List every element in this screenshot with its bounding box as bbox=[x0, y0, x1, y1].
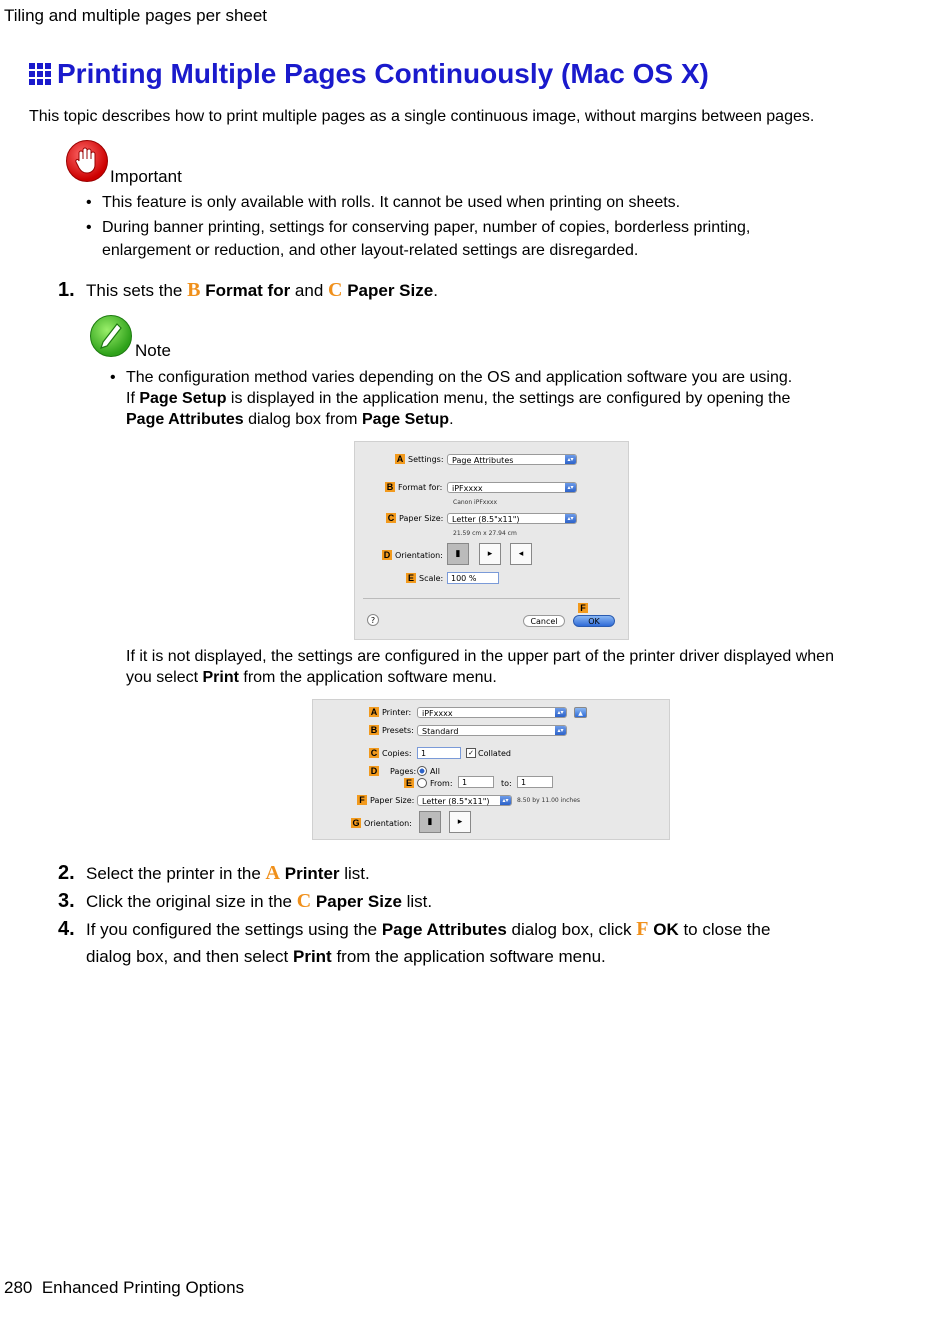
pages-from-tag: E bbox=[405, 778, 412, 788]
step-1: 1. This sets the B Format for and C Paper Size. bbox=[58, 279, 438, 301]
printer-row: A Printer: bbox=[370, 707, 412, 717]
format-for-popup[interactable]: iPFxxxx ▴▾ bbox=[447, 482, 577, 493]
note-bullet: • The configuration method varies depending on the OS and application software you are using. bbox=[110, 369, 793, 386]
pages-to-label: to: bbox=[501, 779, 512, 788]
orientation-row: G Orientation: bbox=[352, 818, 412, 828]
page-title-text: Printing Multiple Pages Continuously (Mac OS X) bbox=[57, 58, 709, 89]
footer-text: Enhanced Printing Options bbox=[41, 1278, 245, 1297]
important-bullet-continued: enlargement or reduction, and other layout-related settings are disregarded. bbox=[102, 242, 639, 259]
step-4: 4. If you configured the settings using the Page Attributes dialog box, click F OK to close the bbox=[58, 918, 771, 940]
note-after-text: If it is not displayed, the settings are configured in the upper part of the printer driver displayed when bbox=[126, 648, 834, 665]
pages-from-input[interactable]: 1 bbox=[458, 776, 494, 788]
note-after-text: you select Print from the application software menu. bbox=[126, 669, 497, 686]
portrait-orientation-button[interactable]: ▮ bbox=[447, 543, 469, 565]
note-label: Note bbox=[135, 341, 171, 360]
scale-row: E Scale: bbox=[407, 573, 444, 583]
intro-text: This topic describes how to print multiple pages as a single continuous image, without margins between pages. bbox=[29, 108, 815, 125]
collated-checkbox[interactable]: ✓ Collated bbox=[466, 748, 511, 758]
print-dialog bbox=[312, 699, 670, 840]
page-footer bbox=[4, 1278, 244, 1298]
paper-dimensions: 8.50 by 11.00 inches bbox=[517, 797, 581, 804]
paper-size-row: C Paper Size: bbox=[387, 513, 444, 523]
important-bullet: • This feature is only available with rolls. It cannot be used when printing on sheets. bbox=[86, 194, 681, 211]
cancel-button[interactable]: Cancel bbox=[523, 615, 565, 627]
dialog-divider bbox=[363, 598, 620, 599]
printer-popup[interactable]: iPFxxxx ▴▾ bbox=[417, 707, 567, 718]
step-2: 2. Select the printer in the A Printer list. bbox=[58, 862, 370, 884]
ok-button[interactable]: OK bbox=[573, 615, 615, 627]
paper-size-row: F Paper Size: bbox=[357, 795, 414, 805]
landscape-orientation-button[interactable]: ▸ bbox=[479, 543, 501, 565]
important-bullet: • During banner printing, settings for conserving paper, number of copies, borderless printing, bbox=[86, 219, 751, 236]
paper-size-popup[interactable]: Letter (8.5"x11") ▴▾ bbox=[447, 513, 577, 524]
paper-size-subtext: 21.59 cm x 27.94 cm bbox=[453, 530, 517, 537]
page-number: 280 bbox=[4, 1278, 33, 1297]
format-row: B Format for: bbox=[386, 482, 443, 492]
page-attributes-dialog bbox=[354, 441, 629, 640]
copies-row: C Copies: bbox=[370, 748, 412, 758]
paper-size-popup[interactable]: Letter (8.5"x11") ▴▾ bbox=[417, 795, 512, 806]
radio-selected-icon bbox=[417, 766, 427, 776]
step-3: 3. Click the original size in the C Paper Size list. bbox=[58, 890, 433, 912]
radio-icon bbox=[417, 778, 427, 788]
pages-all-radio[interactable]: All bbox=[417, 766, 440, 776]
format-subtext: Canon iPFxxxx bbox=[453, 499, 497, 506]
topic-grid-icon bbox=[29, 63, 51, 85]
scale-input[interactable]: 100 % bbox=[447, 572, 499, 584]
orientation-row: D Orientation: bbox=[383, 550, 443, 560]
reverse-landscape-orientation-button[interactable]: ◂ bbox=[510, 543, 532, 565]
expand-dialog-button[interactable]: ▲ bbox=[574, 707, 587, 718]
note-pencil-icon bbox=[90, 315, 132, 357]
help-button[interactable]: ? bbox=[367, 614, 379, 626]
landscape-orientation-button[interactable]: ▸ bbox=[449, 811, 471, 833]
note-line: If Page Setup is displayed in the application menu, the settings are configured by opening the bbox=[126, 390, 791, 407]
important-hand-icon bbox=[66, 140, 108, 182]
step-4-continued: dialog box, and then select Print from the application software menu. bbox=[86, 947, 606, 966]
checkmark-icon: ✓ bbox=[466, 748, 476, 758]
important-label: Important bbox=[110, 167, 182, 186]
settings-popup[interactable]: Page Attributes ▴▾ bbox=[447, 454, 577, 465]
portrait-orientation-button[interactable]: ▮ bbox=[419, 811, 441, 833]
presets-row: B Presets: bbox=[370, 725, 414, 735]
running-header: Tiling and multiple pages per sheet bbox=[4, 6, 268, 25]
settings-row: A Settings: bbox=[396, 454, 444, 464]
pages-from-radio[interactable]: From: bbox=[417, 778, 453, 788]
page-title bbox=[29, 58, 709, 90]
ok-tag: F bbox=[578, 603, 588, 613]
pages-to-input[interactable]: 1 bbox=[517, 776, 553, 788]
presets-popup[interactable]: Standard ▴▾ bbox=[417, 725, 567, 736]
pages-row: D Pages: bbox=[370, 766, 417, 776]
copies-input[interactable]: 1 bbox=[417, 747, 461, 759]
note-line: Page Attributes dialog box from Page Setup. bbox=[126, 411, 454, 428]
